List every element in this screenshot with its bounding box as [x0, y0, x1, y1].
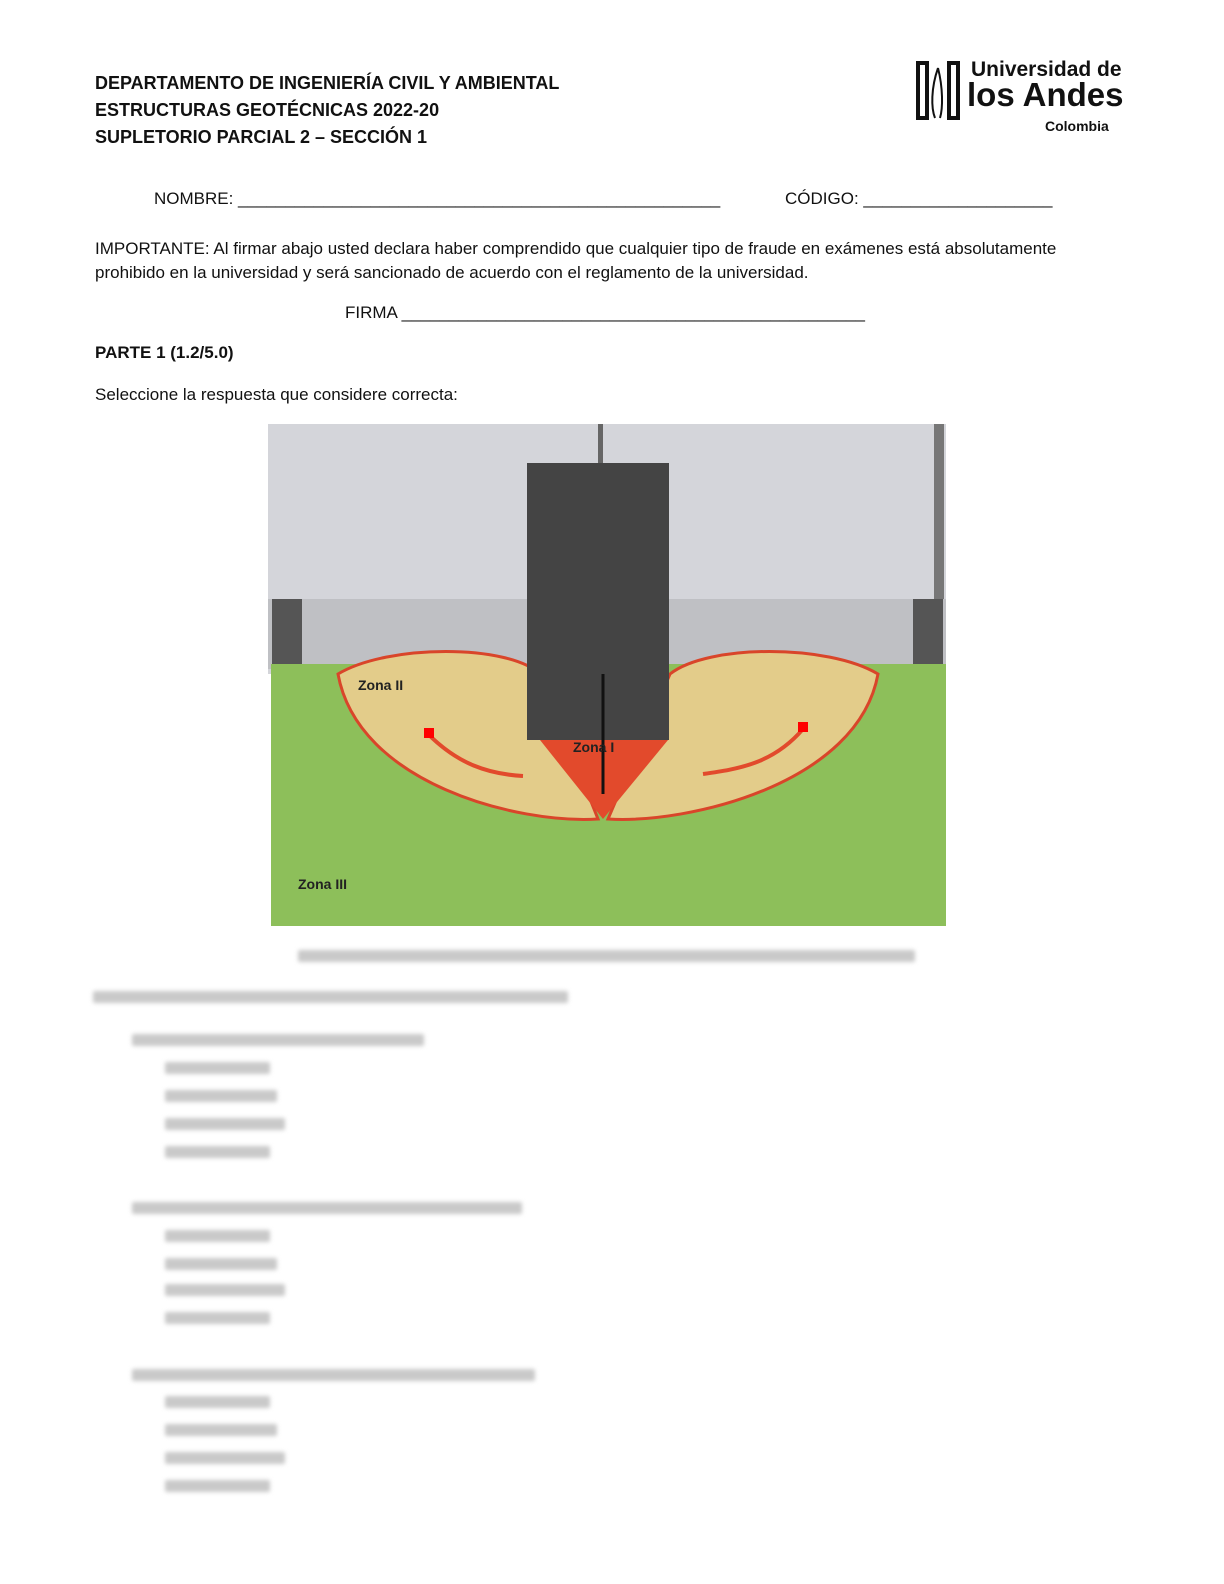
course-heading: ESTRUCTURAS GEOTÉCNICAS 2022-20: [95, 100, 440, 120]
exam-heading: SUPLETORIO PARCIAL 2 – SECCIÓN 1: [95, 127, 428, 147]
important-notice: IMPORTANTE: Al firmar abajo usted declara haber comprendido que cualquier tipo de fraude en exámenes está absolutamente: [95, 239, 1057, 258]
zone-1-label: Zona I: [573, 739, 615, 755]
name-field[interactable]: NOMBRE: ___________________________________________________: [154, 189, 721, 208]
failure-zones-figure: [268, 424, 946, 926]
department-heading: DEPARTAMENTO DE INGENIERÍA CIVIL Y AMBIENTAL: [95, 73, 560, 93]
instruction-text: Seleccione la respuesta que considere correcta:: [95, 385, 458, 404]
code-field[interactable]: CÓDIGO: ____________________: [785, 189, 1053, 208]
important-notice: prohibido en la universidad y será sancionado de acuerdo con el reglamento de la universidad.: [95, 263, 809, 282]
logo-text: Colombia: [1045, 118, 1109, 134]
logo-text: los Andes: [967, 76, 1124, 113]
zone-3-label: Zona III: [298, 876, 347, 892]
zone-2-label: Zona II: [358, 677, 404, 693]
university-logo: [905, 52, 1124, 147]
logo-emblem-icon: [913, 58, 963, 128]
logo-text: Universidad de: [971, 58, 1122, 81]
part-title: PARTE 1 (1.2/5.0): [95, 343, 234, 362]
signature-field[interactable]: FIRMA _________________________________________________: [345, 303, 865, 322]
